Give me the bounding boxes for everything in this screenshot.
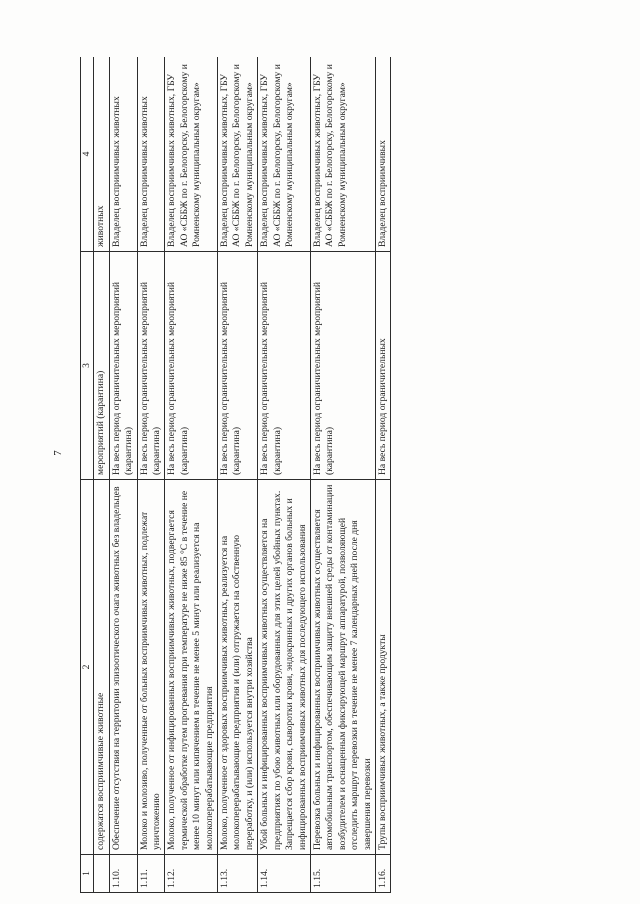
row-number xyxy=(94,855,109,893)
row-responsible: Владелец восприимчивых животных, ГБУ АО «СББЖ по г. Белогорску, Белогорскому и Ромненскому муниципальным округам» xyxy=(165,57,218,252)
header-col-4: 4 xyxy=(81,57,94,252)
table-row xyxy=(218,57,258,893)
row-period: На весь период ограничительных мероприятий (карантина) xyxy=(310,252,375,480)
document-table-area xyxy=(80,57,604,893)
header-col-3: 3 xyxy=(81,252,94,480)
row-number: 1.15. xyxy=(310,855,375,893)
page-number: 7 xyxy=(51,450,64,456)
row-measure: Молоко, полученное от здоровых восприимчивых животных, реализуется на молокоперерабатывающие предприятия и (или) отгружается на собственную переработку, и (или) используется внутри хозяйства xyxy=(218,480,258,855)
measures-table xyxy=(80,57,391,893)
table-row xyxy=(137,57,165,893)
row-responsible: Владелец восприимчивых животных xyxy=(137,57,165,252)
row-number: 1.14. xyxy=(258,855,311,893)
row-measure: Перевозка больных и инфицированных восприимчивых животных осуществляется автомобильным транспортом, обеспечивающим защиту внешней среды от контаминации возбудителем и оснащенным фиксирующей маршрут аппаратурой, позволяющей отследить маршрут перевозки в течение не менее 7 календарных дней после дня завершения перевозки xyxy=(310,480,375,855)
table-row xyxy=(165,57,218,893)
row-measure: Молоко и молозиво, полученные от больных восприимчивых животных, подлежат уничтожению xyxy=(137,480,165,855)
row-responsible: Владелец восприимчивых животных, ГБУ АО «СББЖ по г. Белогорску, Белогорскому и Ромненскому муниципальным округам» xyxy=(310,57,375,252)
table-header-row xyxy=(81,57,94,893)
row-period: На весь период ограничительных мероприятий (карантина) xyxy=(218,252,258,480)
row-measure: Молоко, полученное от инфицированных восприимчивых животных, подвергается термической обработке путем прогревания при температуре не ниже 85 °С в течение не менее 10 минут или кипячением в течение не менее 5 минут или реализуется на молокоперерабатывающие предприятия xyxy=(165,480,218,855)
row-period: На весь период ограничительных xyxy=(375,252,390,480)
row-measure: Обеспечение отсутствия на территории эпизоотического очага животных без владельцев xyxy=(109,480,137,855)
header-col-1: 1 xyxy=(81,855,94,893)
row-responsible: Владелец восприимчивых животных, ГБУ АО «СББЖ по г. Белогорску, Белогорскому и Ромненскому муниципальным округам» xyxy=(258,57,311,252)
row-number: 1.16. xyxy=(375,855,390,893)
row-measure: Убой больных и инфицированных восприимчивых животных осуществляется на предприятиях по убою животных или оборудованных для этих целей убойных пунктах. Запрещается сбор крови, сыворотки крови, эндокринных и других органов больных и инфицированных восприимчивых животных для последующего использования xyxy=(258,480,311,855)
row-measure: содержатся восприимчивые животные xyxy=(94,480,109,855)
row-period: На весь период ограничительных мероприятий (карантина) xyxy=(109,252,137,480)
table-row xyxy=(375,57,390,893)
row-number: 1.12. xyxy=(165,855,218,893)
header-col-2: 2 xyxy=(81,480,94,855)
row-period: На весь период ограничительных мероприятий (карантина) xyxy=(258,252,311,480)
row-number: 1.11. xyxy=(137,855,165,893)
row-number: 1.10. xyxy=(109,855,137,893)
row-responsible: Владелец восприимчивых животных, ГБУ АО «СББЖ по г. Белогорску, Белогорскому и Ромненскому муниципальным округам» xyxy=(218,57,258,252)
table-row xyxy=(109,57,137,893)
row-period: На весь период ограничительных мероприятий (карантина) xyxy=(137,252,165,480)
row-responsible: животных xyxy=(94,57,109,252)
table-row xyxy=(94,57,109,893)
row-responsible: Владелец восприимчивых xyxy=(375,57,390,252)
table-row xyxy=(310,57,375,893)
row-measure: Трупы восприимчивых животных, а также продукты xyxy=(375,480,390,855)
row-number: 1.13. xyxy=(218,855,258,893)
row-period: На весь период ограничительных мероприятий (карантина) xyxy=(165,252,218,480)
row-responsible: Владелец восприимчивых животных xyxy=(109,57,137,252)
table-row xyxy=(258,57,311,893)
row-period: мероприятий (карантина) xyxy=(94,252,109,480)
